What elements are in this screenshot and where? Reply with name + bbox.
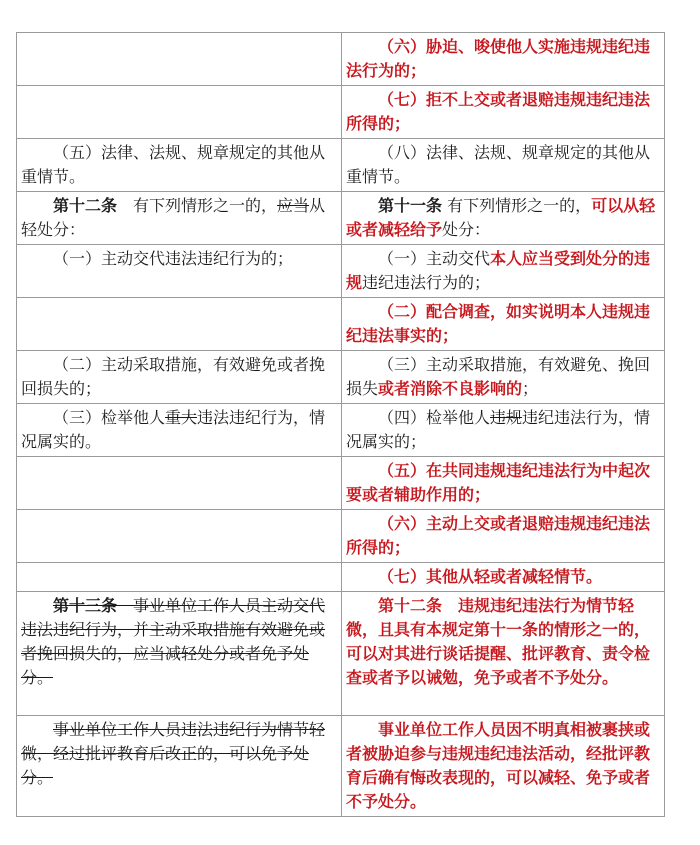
text-segment: 第十二条 违规违纪违法行为情节轻微，且具有本规定第十一条的情形之一的，可以对其进行谈话提醒、批评教育、责令检查或者予以诫勉，免予或者不予处分。: [346, 596, 651, 687]
text-segment: 第十一条: [378, 196, 443, 215]
new-text-cell: [342, 351, 665, 404]
table-row: [17, 351, 665, 404]
new-text-cell: [342, 192, 665, 245]
text-segment: 有下列情形之一的，: [442, 196, 592, 215]
old-text-cell: [17, 33, 342, 86]
text-segment: 有下列情形之一的，: [117, 196, 278, 215]
new-clause-text: [346, 406, 660, 454]
old-clause-text: [21, 194, 337, 242]
old-text-cell: [17, 457, 342, 510]
text-segment: （六）主动上交或者退赔违规违纪违法所得的；: [346, 514, 651, 557]
text-segment: （一）主动交代违法违纪行为的；: [53, 249, 294, 268]
table-row: [17, 592, 665, 716]
text-segment: 违纪违法行为的；: [362, 273, 491, 292]
text-segment: （七）其他从轻或者减轻情节。: [378, 567, 603, 586]
new-text-cell: [342, 139, 665, 192]
text-segment: 或者消除不良影响的: [378, 379, 523, 398]
old-text-cell: [17, 351, 342, 404]
new-text-cell: [342, 33, 665, 86]
new-clause-text: [346, 141, 660, 189]
text-segment: 事业单位工作人员主动交代违法违纪行为，并主动采取措施有效避免或者挽回损失的，应当减轻处分或者免予处分。: [21, 596, 326, 687]
text-segment: （八）法律、法规、规章规定的其他从重情节。: [346, 143, 651, 186]
text-segment: （三）检举他人: [53, 408, 166, 427]
table-row: [17, 510, 665, 563]
new-clause-text: [346, 247, 660, 295]
new-text-cell: [342, 245, 665, 298]
table-row: [17, 139, 665, 192]
new-text-cell: [342, 298, 665, 351]
comparison-table: [16, 32, 665, 817]
text-segment: 本人应当受到处分的违规: [346, 249, 651, 292]
table-row: [17, 404, 665, 457]
text-segment: 违纪违法行为，情况属实的；: [346, 408, 651, 451]
old-text-cell: [17, 192, 342, 245]
new-clause-text: [346, 718, 660, 814]
new-clause-text: [346, 512, 660, 560]
text-segment: 应当: [277, 196, 310, 215]
new-clause-text: [346, 88, 660, 136]
text-segment: 从轻处分：: [21, 196, 326, 239]
text-segment: ；: [522, 379, 539, 398]
new-text-cell: [342, 457, 665, 510]
text-segment: （六）胁迫、唆使他人实施违规违纪违法行为的；: [346, 37, 651, 80]
comparison-table-body: [17, 33, 665, 817]
text-segment: 第十三条: [53, 596, 118, 615]
new-clause-text: [346, 565, 660, 589]
old-text-cell: [17, 139, 342, 192]
old-text-cell: [17, 592, 342, 716]
text-segment: 违法违纪行为，情况属实的。: [21, 408, 326, 451]
text-segment: 事业单位工作人员因不明真相被裹挟或者被胁迫参与违规违纪违法活动，经批评教育后确有悔改表现的，可以减轻、免予或者不予处分。: [346, 720, 651, 811]
old-text-cell: [17, 563, 342, 592]
old-text-cell: [17, 86, 342, 139]
old-clause-text: [21, 406, 337, 454]
new-clause-text: [346, 594, 660, 690]
new-text-cell: [342, 404, 665, 457]
new-clause-text: [346, 459, 660, 507]
table-row: [17, 33, 665, 86]
text-segment: 违规: [490, 408, 523, 427]
old-clause-text: [21, 718, 337, 790]
text-segment: （一）主动交代: [378, 249, 491, 268]
text-segment: （三）主动采取措施，有效避免、挽回损失: [346, 355, 651, 398]
old-text-cell: [17, 404, 342, 457]
text-segment: （五）法律、法规、规章规定的其他从重情节。: [21, 143, 326, 186]
new-clause-text: [346, 353, 660, 401]
text-segment: （四）检举他人: [378, 408, 491, 427]
old-clause-text: [21, 594, 337, 690]
text-segment: （七）拒不上交或者退赔违规违纪违法所得的；: [346, 90, 651, 133]
new-text-cell: [342, 563, 665, 592]
new-text-cell: [342, 510, 665, 563]
text-segment: 重大: [165, 408, 198, 427]
new-text-cell: [342, 592, 665, 716]
table-row: [17, 192, 665, 245]
new-text-cell: [342, 716, 665, 817]
text-segment: 可以从轻或者减轻给予: [346, 196, 656, 239]
old-clause-text: [21, 247, 337, 271]
table-row: [17, 563, 665, 592]
table-row: [17, 86, 665, 139]
text-segment: 事业单位工作人员违法违纪行为情节轻微，经过批评教育后改正的，可以免予处分。: [21, 720, 326, 787]
new-clause-text: [346, 300, 660, 348]
old-text-cell: [17, 245, 342, 298]
old-clause-text: [21, 353, 337, 401]
table-row: [17, 245, 665, 298]
new-clause-text: [346, 35, 660, 83]
old-clause-text: [21, 141, 337, 189]
table-row: [17, 298, 665, 351]
text-segment: （二）配合调查，如实说明本人违规违纪违法事实的；: [346, 302, 651, 345]
old-text-cell: [17, 298, 342, 351]
table-row: [17, 716, 665, 817]
old-text-cell: [17, 510, 342, 563]
text-segment: 第十二条: [53, 196, 118, 215]
old-text-cell: [17, 716, 342, 817]
text-segment: （二）主动采取措施，有效避免或者挽回损失的；: [21, 355, 326, 398]
text-segment: 处分：: [442, 220, 491, 239]
table-row: [17, 457, 665, 510]
text-segment: （五）在共同违规违纪违法行为中起次要或者辅助作用的；: [346, 461, 651, 504]
new-clause-text: [346, 194, 660, 242]
new-text-cell: [342, 86, 665, 139]
